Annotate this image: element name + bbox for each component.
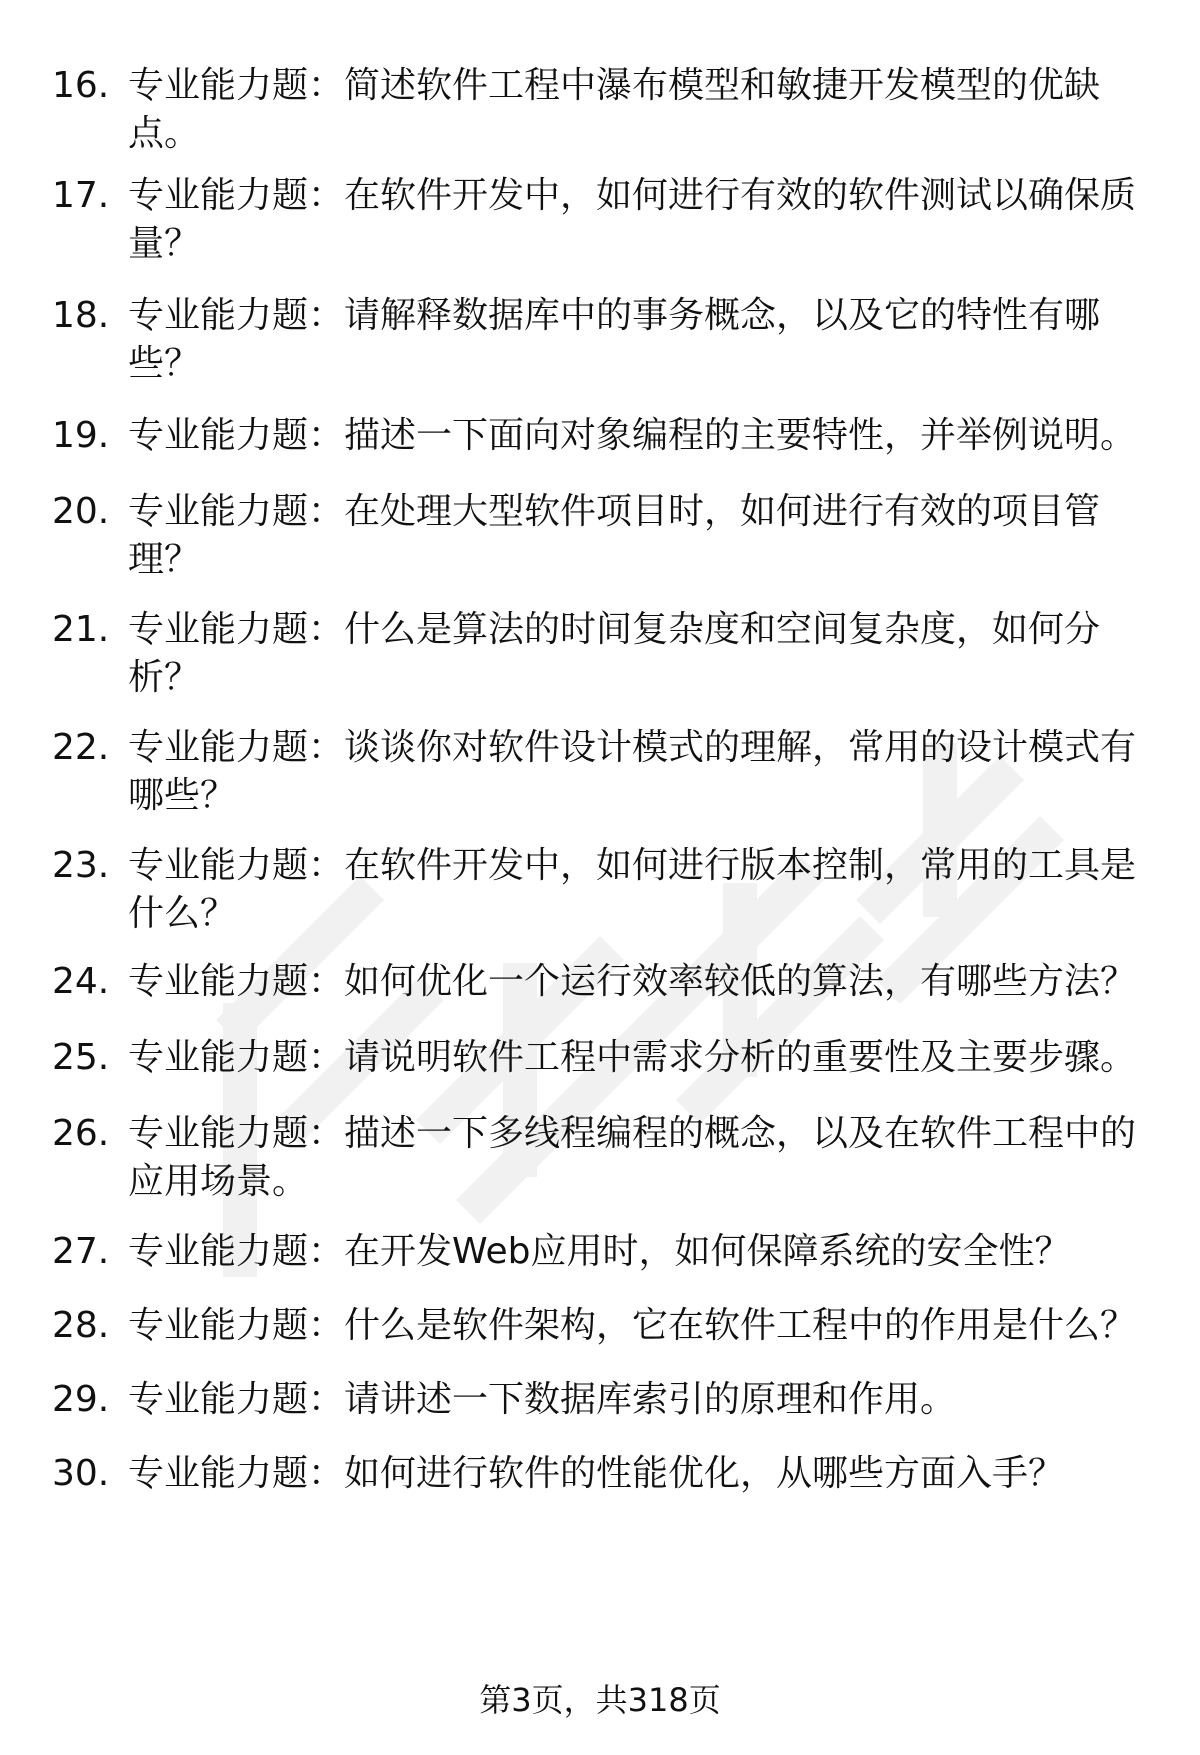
question-text: 专业能力题：请说明软件工程中需求分析的重要性及主要步骤。 — [128, 1037, 1137, 1078]
question-number: 24. — [52, 961, 110, 1002]
question-number: 23. — [52, 845, 110, 886]
question-number: 22. — [52, 727, 110, 768]
question-number: 20. — [52, 491, 110, 532]
question-text: 专业能力题：什么是算法的时间复杂度和空间复杂度，如何分析？ — [128, 609, 1101, 698]
question-text: 专业能力题：在软件开发中，如何进行版本控制，常用的工具是什么？ — [128, 845, 1137, 934]
page-number-footer: 第3页，共318页 — [479, 1681, 721, 1719]
question-text: 专业能力题：谈谈你对软件设计模式的理解，常用的设计模式有哪些？ — [128, 727, 1137, 816]
question-text: 专业能力题：在开发Web应用时，如何保障系统的安全性？ — [128, 1231, 1071, 1272]
question-text: 专业能力题：简述软件工程中瀑布模型和敏捷开发模型的优缺点。 — [128, 65, 1101, 154]
question-number: 27. — [52, 1231, 110, 1272]
question-number: 25. — [52, 1037, 110, 1078]
question-text: 专业能力题：在软件开发中，如何进行有效的软件测试以确保质量？ — [128, 175, 1137, 264]
question-number: 29. — [52, 1379, 110, 1420]
question-number: 21. — [52, 609, 110, 650]
question-text: 专业能力题：描述一下多线程编程的概念，以及在软件工程中的应用场景。 — [128, 1113, 1137, 1202]
question-number: 16. — [52, 65, 110, 106]
question-number: 18. — [52, 295, 110, 336]
question-text: 专业能力题：请解释数据库中的事务概念，以及它的特性有哪些？ — [128, 295, 1101, 384]
question-text: 专业能力题：什么是软件架构，它在软件工程中的作用是什么？ — [128, 1305, 1137, 1346]
question-number: 30. — [52, 1453, 110, 1494]
question-text: 专业能力题：请讲述一下数据库索引的原理和作用。 — [128, 1379, 957, 1420]
question-text: 专业能力题：如何优化一个运行效率较低的算法，有哪些方法？ — [128, 961, 1137, 1002]
question-number: 19. — [52, 415, 110, 456]
question-text: 专业能力题：如何进行软件的性能优化，从哪些方面入手？ — [128, 1453, 1065, 1494]
question-number: 26. — [52, 1113, 110, 1154]
question-number: 28. — [52, 1305, 110, 1346]
question-text: 专业能力题：描述一下面向对象编程的主要特性，并举例说明。 — [128, 415, 1137, 456]
question-number: 17. — [52, 175, 110, 216]
question-text: 专业能力题：在处理大型软件项目时，如何进行有效的项目管理？ — [128, 491, 1101, 580]
